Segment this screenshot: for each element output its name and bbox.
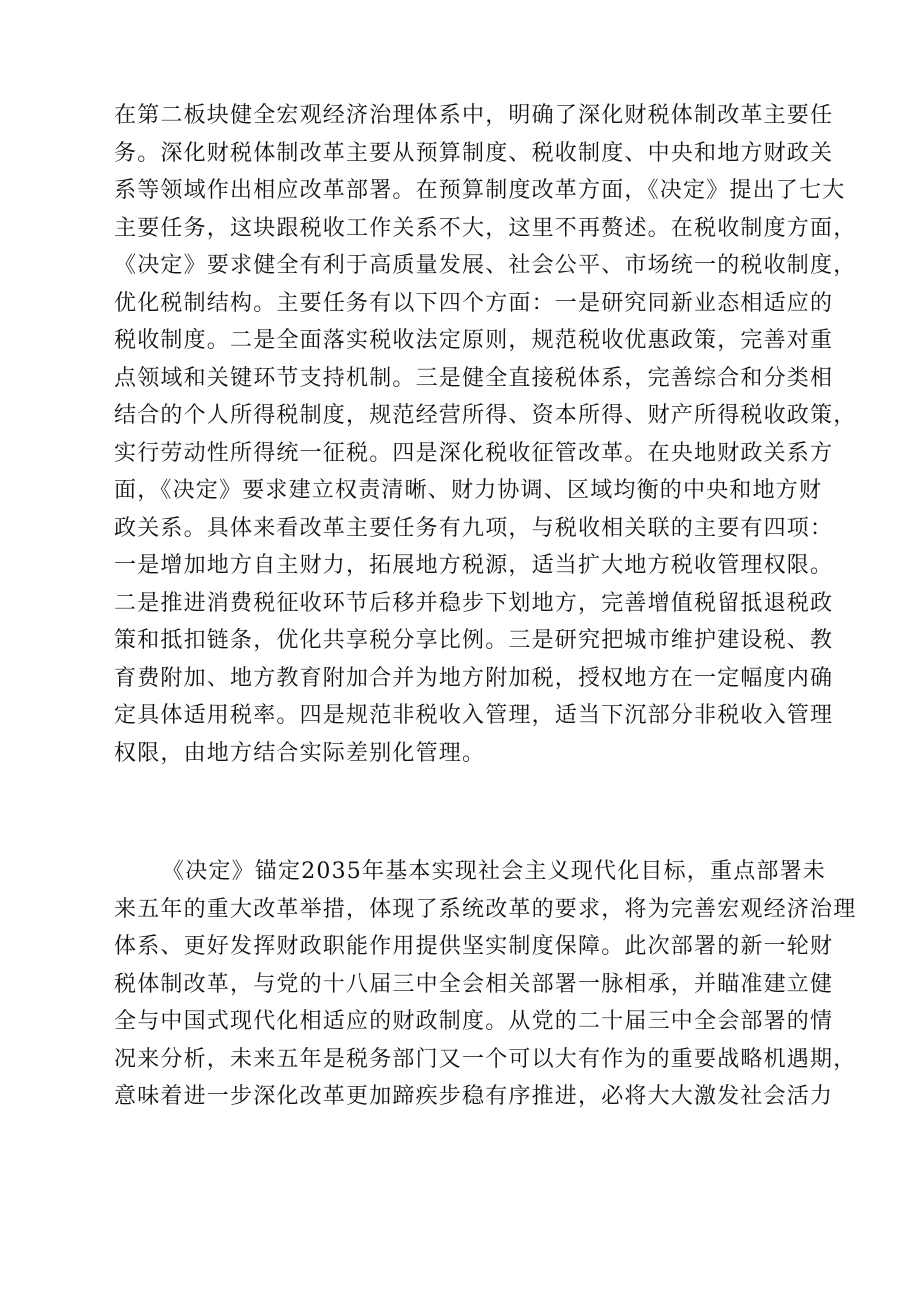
paragraph-line: 体系、更好发挥财政职能作用提供坚实制度保障。此次部署的新一轮财 bbox=[114, 934, 834, 959]
paragraph-line: 点领域和关键环节支持机制。三是健全直接税体系，完善综合和分类相 bbox=[114, 365, 834, 391]
paragraph-line: 意味着进一步深化改革更加蹄疾步稳有序推进，必将大大激发社会活力 bbox=[114, 1084, 834, 1109]
paragraph-line: 全与中国式现代化相适应的财政制度。从党的二十届三中全会部署的情 bbox=[114, 1009, 834, 1034]
paragraph-line: 策和抵扣链条，优化共享税分享比例。三是研究把城市维护建设税、教 bbox=[114, 628, 834, 653]
paragraph-line: 况来分析，未来五年是税务部门又一个可以大有作为的重要战略机遇期， bbox=[114, 1046, 857, 1072]
paragraph-line: 在第二板块健全宏观经济治理体系中，明确了深化财税体制改革主要任 bbox=[114, 103, 834, 128]
paragraph-line: 政关系。具体来看改革主要任务有九项，与税收相关联的主要有四项： bbox=[114, 515, 834, 541]
paragraph-line: 系等领域作出相应改革部署。在预算制度改革方面，《决定》提出了七大 bbox=[114, 178, 846, 203]
paragraph-line: 实行劳动性所得统一征税。四是深化税收征管改革。在央地财政关系方 bbox=[114, 440, 834, 466]
paragraph-line: 《决定》要求健全有利于高质量发展、社会公平、市场统一的税收制度， bbox=[114, 253, 857, 278]
paragraph-line: 《决定》锚定2035年基本实现社会主义现代化目标，重点部署未 bbox=[162, 859, 826, 884]
paragraph-line: 面，《决定》要求建立权责清晰、财力协调、区域均衡的中央和地方财 bbox=[114, 478, 823, 503]
paragraph-line: 一是增加地方自主财力，拓展地方税源，适当扩大地方税收管理权限。 bbox=[114, 553, 834, 578]
paragraph-line: 定具体适用税率。四是规范非税收入管理，适当下沉部分非税收入管理 bbox=[114, 703, 834, 728]
paragraph-line: 结合的个人所得税制度，规范经营所得、资本所得、财产所得税收政策， bbox=[114, 403, 857, 428]
paragraph-line: 权限，由地方结合实际差别化管理。 bbox=[114, 740, 486, 766]
paragraph-line: 来五年的重大改革举措，体现了系统改革的要求，将为完善宏观经济治理 bbox=[114, 896, 857, 922]
paragraph-1 bbox=[114, 97, 857, 772]
paragraph-line: 育费附加、地方教育附加合并为地方附加税，授权地方在一定幅度内确 bbox=[114, 665, 834, 691]
paragraph-line: 二是推进消费税征收环节后移并稳步下划地方，完善增值税留抵退税政 bbox=[114, 590, 834, 616]
paragraph-line: 税收制度。二是全面落实税收法定原则，规范税收优惠政策，完善对重 bbox=[114, 328, 834, 353]
paragraph-line: 主要任务，这块跟税收工作关系不大，这里不再赘述。在税收制度方面， bbox=[114, 215, 857, 241]
paragraph-2 bbox=[114, 853, 857, 1116]
paragraph-line: 税体制改革，与党的十八届三中全会相关部署一脉相承，并瞄准建立健 bbox=[114, 971, 834, 997]
paragraph-line: 务。深化财税体制改革主要从预算制度、税收制度、中央和地方财政关 bbox=[114, 140, 834, 166]
paragraph-line: 优化税制结构。主要任务有以下四个方面：一是研究同新业态相适应的 bbox=[114, 290, 834, 316]
